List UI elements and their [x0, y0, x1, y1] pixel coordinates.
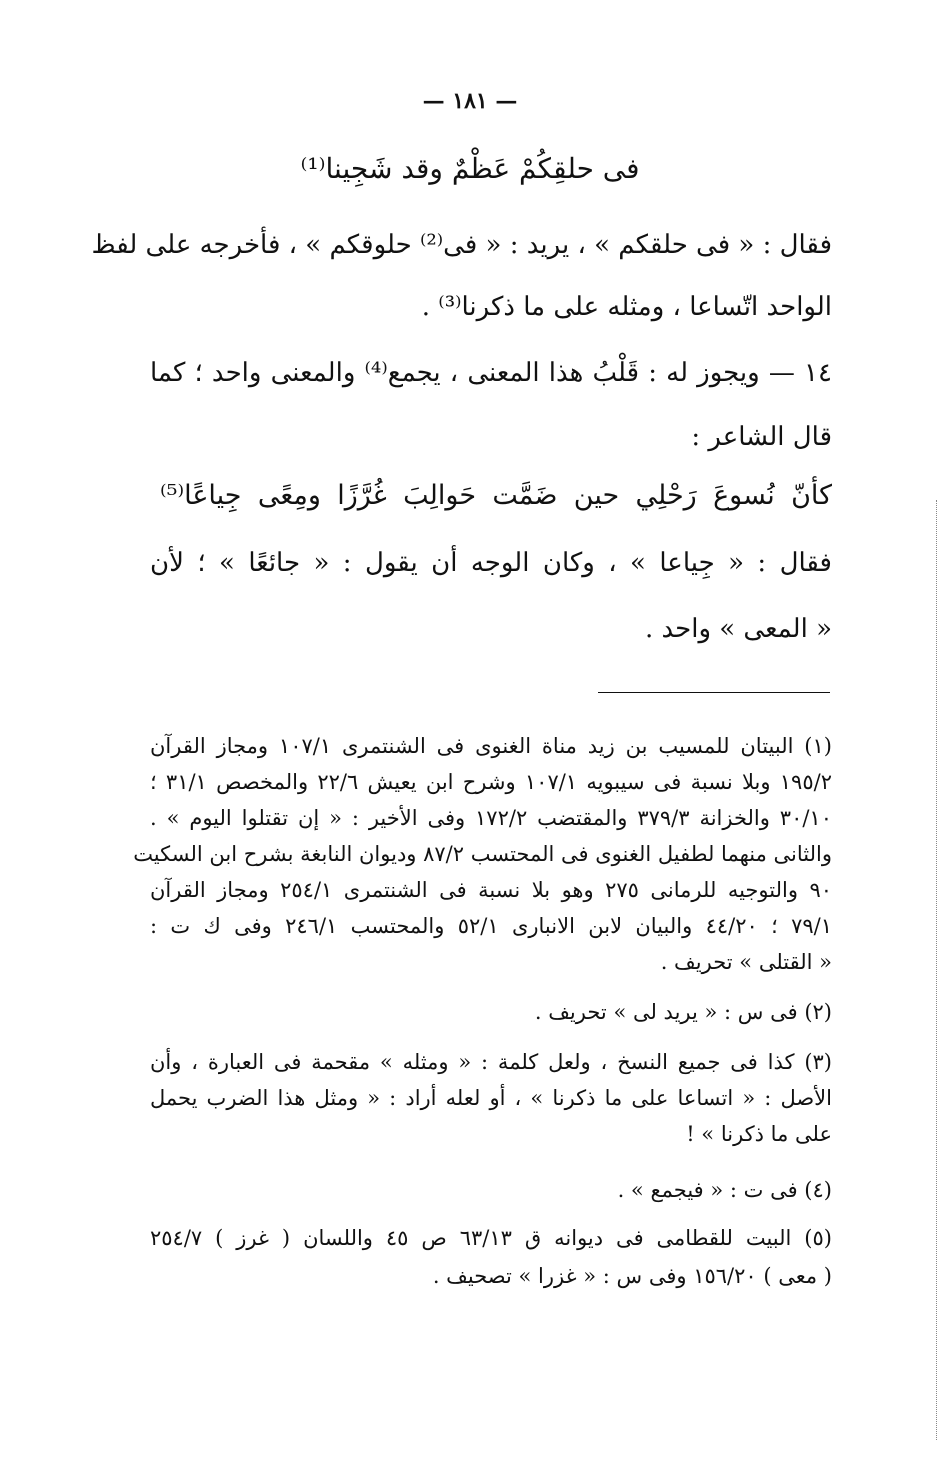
- footnote-line: على ما ذكرنا » !: [686, 1122, 832, 1146]
- footnote-line: (٤) فى ت : « فيجمع » .: [617, 1178, 832, 1202]
- footnote-line: ١٩٥/٢ وبلا نسبة فى سيبويه ١٠٧/١ وشرح ابن يعيش ٢٢/٦ والمخصص ٣١/١ ؛: [150, 770, 832, 794]
- footnote-line: (٥) البيت للقطامى فى ديوانه ق ٦٣/١٣ ص ٤٥ واللسان ( غرز ) ٢٥٤/٧: [150, 1226, 832, 1250]
- footnote-line: والثانى منهما لطفيل الغنوى فى المحتسب ٨٧/٢ وديوان النابغة بشرح ابن السكيت: [133, 842, 832, 866]
- footnote-line: ٧٩/١ ؛ ٤٤/٢٠ والبيان لابن الانبارى ٥٢/١ والمحتسب ٢٤٦/١ وفى ك ت :: [150, 914, 832, 938]
- scan-edge-mark: [936, 500, 937, 1440]
- footnote-line: ٩٠ والتوجيه للرمانى ٢٧٥ وهو بلا نسبة فى الشنتمرى ٢٥٤/١ ومجاز القرآن: [150, 878, 832, 902]
- body-line: « المعى » واحد .: [644, 614, 832, 644]
- body-line: قال الشاعر :: [691, 422, 832, 452]
- footnote-line: ( معى ) ١٥٦/٢٠ وفى س : « غزرا » تصحيف .: [432, 1264, 832, 1288]
- body-line: فقال : « فى حلقكم » ، يريد : « فى⁽²⁾ حلوقكم » ، فأخرجه على لفظ: [91, 230, 832, 260]
- body-line: فقال : « جِياعا » ، وكان الوجه أن يقول : « جائعًا » ؛ لأن: [150, 548, 832, 578]
- footnote-line: (٣) كذا فى جميع النسخ ، ولعل كلمة : « ومثله » مقحمة فى العبارة ، وأن: [150, 1050, 832, 1074]
- footnote-line: (١) البيتان للمسيب بن زيد مناة الغنوى فى الشنتمرى ١٠٧/١ ومجاز القرآن: [150, 734, 832, 758]
- footnote-line: « القتلى » تحريف .: [660, 950, 832, 974]
- body-line: ١٤ — ويجوز له : قَلْبُ هذا المعنى ، يجمع⁽⁴⁾ والمعنى واحد ؛ كما: [150, 358, 832, 388]
- body-line: الواحد اتّساعا ، ومثله على ما ذكرنا⁽³⁾ .: [421, 292, 832, 322]
- footnote-line: الأصل : « اتساعا على ما ذكرنا » ، أو لعله أراد : « ومثل هذا الضرب يحمل: [150, 1086, 832, 1110]
- footnote-line: ٣٠/١٠ والخزانة ٣٧٩/٣ والمقتضب ١٧٢/٢ وفى الأخير : « إن تقتلوا اليوم » .: [150, 806, 832, 830]
- footnote-separator: [598, 692, 830, 693]
- verse-line-1: فى حلقِكُمْ عَظْمٌ وقد شَجِينا⁽¹⁾: [300, 152, 640, 185]
- verse-line-2: كأنّ نُسوعَ رَحْلِي حين ضَمَّت حَوالِبَ غُرَّزًا ومِعًى جِياعًا⁽⁵⁾: [160, 480, 832, 511]
- footnote-line: (٢) فى س : « يريد لى » تحريف .: [534, 1000, 832, 1024]
- page-number: — ١٨١ —: [422, 88, 518, 114]
